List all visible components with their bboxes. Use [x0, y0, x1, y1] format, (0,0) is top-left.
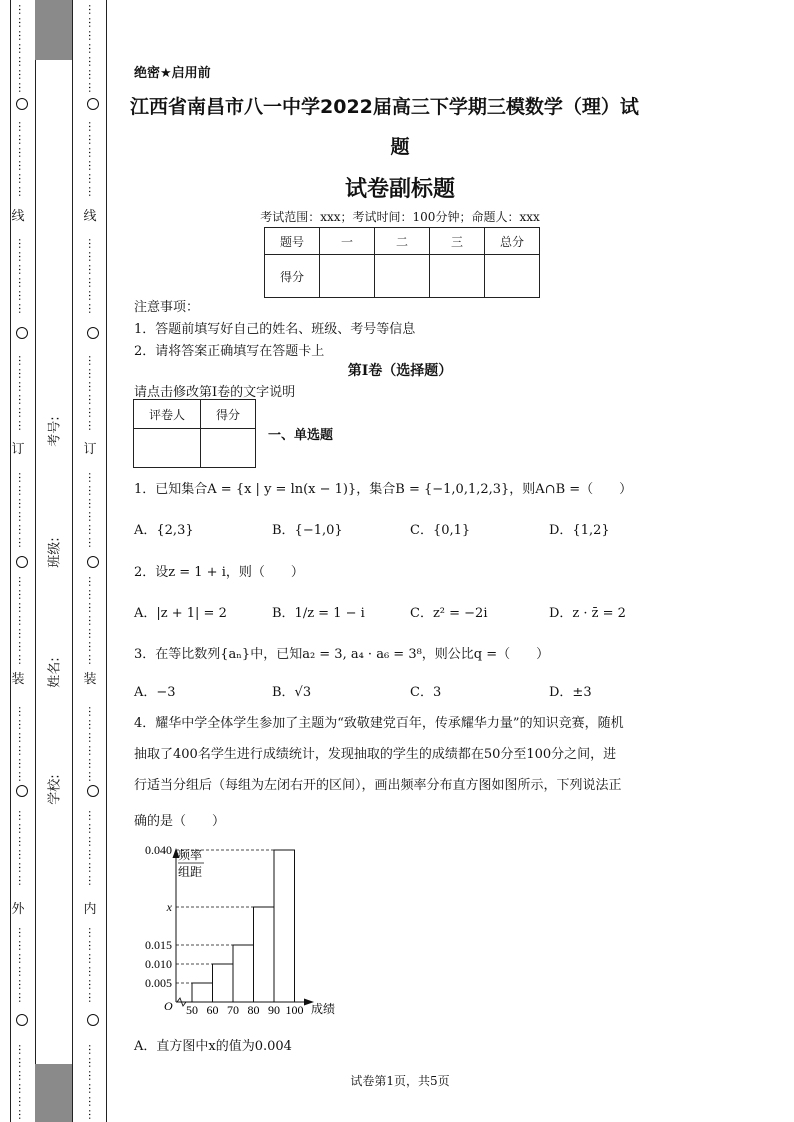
- binder-dot: …: [16, 1044, 29, 1055]
- binder-dot: …: [86, 953, 99, 964]
- binder-dot: …: [86, 732, 99, 743]
- y-tick-label: 0.005: [145, 976, 172, 990]
- q3-option-b[interactable]: B．√3: [272, 685, 312, 700]
- paper-subtitle: 试卷副标题: [344, 177, 455, 202]
- binder-dot: …: [86, 823, 99, 834]
- binder-dot: …: [16, 394, 29, 405]
- binder-dot: …: [16, 251, 29, 262]
- frequency-histogram: [128, 842, 358, 1022]
- binder-dot: …: [86, 641, 99, 652]
- binder-dot: …: [86, 472, 99, 483]
- binder-dot: …: [86, 810, 99, 821]
- q3-option-d[interactable]: D．±3: [549, 685, 592, 700]
- binder-hole: [16, 327, 28, 339]
- binder-dot: …: [86, 238, 99, 249]
- inner-char-ding: 订: [83, 442, 97, 457]
- grader-input-cell[interactable]: [201, 429, 256, 468]
- binder-dot: …: [86, 979, 99, 990]
- binder-dot: …: [16, 407, 29, 418]
- binder-gray-bottom: [35, 1064, 72, 1122]
- binder-dot: …: [16, 589, 29, 600]
- histogram-bar-80-90: [254, 907, 275, 1002]
- binder-dot: …: [16, 264, 29, 275]
- binder-hole: [87, 785, 99, 797]
- paper-title-line1: 江西省南昌市八一中学2022届高三下学期三模数学（理）试: [130, 96, 639, 118]
- binder-dot: …: [16, 810, 29, 821]
- binder-dot: …: [86, 56, 99, 67]
- binder-dot: …: [16, 823, 29, 834]
- question-3-stem: 3．在等比数列{aₙ}中，已知a₂ = 3, a₄ · a₆ = 3⁸，则公比q =（ ）: [134, 647, 550, 662]
- binder-dot: …: [16, 147, 29, 158]
- binder-dot: …: [16, 17, 29, 28]
- binder-dot: …: [16, 290, 29, 301]
- histogram-bar-90-100: [274, 850, 295, 1002]
- binder-dot: …: [16, 966, 29, 977]
- binder-dot: …: [16, 628, 29, 639]
- y-axis-label-top: 频率: [178, 848, 203, 862]
- binder-dot: …: [86, 1070, 99, 1081]
- binder-dot: …: [16, 927, 29, 938]
- grader-header-cell: 评卷人: [134, 400, 201, 429]
- confidential-mark: 绝密★启用前: [134, 66, 211, 81]
- binder-dot: …: [86, 368, 99, 379]
- binder-dot: …: [86, 719, 99, 730]
- q1-option-b[interactable]: B．{−1,0}: [272, 523, 343, 538]
- score-header-cell: 三: [430, 228, 485, 255]
- question-4-line: 确的是（ ）: [134, 814, 226, 829]
- binder-dot: …: [16, 745, 29, 756]
- binder-dot: …: [16, 940, 29, 951]
- binder-dot: …: [16, 511, 29, 522]
- exam-info: 考试范围：xxx；考试时间：100分钟；命题人：xxx: [260, 210, 540, 224]
- binder-dot: …: [86, 303, 99, 314]
- x-tick-label: 100: [285, 1003, 304, 1017]
- outer-char-xian: 线: [11, 209, 25, 224]
- note-item: 2．请将答案正确填写在答题卡上: [134, 344, 325, 359]
- binder-dot: …: [16, 1096, 29, 1107]
- binder-dot: …: [16, 524, 29, 535]
- y-tick-label: 0.040: [145, 843, 172, 857]
- binder-dot: …: [16, 641, 29, 652]
- score-header-cell: 二: [375, 228, 430, 255]
- binder-hole: [16, 98, 28, 110]
- score-input-cell[interactable]: [375, 255, 430, 298]
- binder-dot: …: [16, 654, 29, 665]
- binder-dot: …: [86, 706, 99, 717]
- binder-rule-outer: [10, 0, 11, 1122]
- binder-dot: …: [16, 498, 29, 509]
- outer-char-ding: 订: [11, 442, 25, 457]
- binder-dot: …: [86, 173, 99, 184]
- binder-dot: …: [86, 407, 99, 418]
- binder-dot: …: [16, 836, 29, 847]
- score-header-cell: 一: [320, 228, 375, 255]
- x-tick-label: 70: [227, 1003, 239, 1017]
- binder-dot: …: [16, 953, 29, 964]
- binder-dot: …: [86, 1083, 99, 1094]
- binder-dot: …: [16, 1083, 29, 1094]
- binder-dot: …: [86, 589, 99, 600]
- binder-dot: …: [86, 654, 99, 665]
- outer-char-wai: 外: [11, 902, 25, 917]
- binder-hole: [87, 556, 99, 568]
- score-input-cell[interactable]: [430, 255, 485, 298]
- binder-dot: …: [86, 1057, 99, 1068]
- binder-dot: …: [16, 615, 29, 626]
- inner-char-nei: 内: [83, 902, 97, 917]
- binder-hole: [87, 98, 99, 110]
- binder-dot: …: [16, 186, 29, 197]
- histogram-bar-70-80: [233, 945, 254, 1002]
- binder-dot: …: [86, 927, 99, 938]
- q2-option-c[interactable]: C．z² = −2i: [410, 606, 488, 621]
- binder-dot: …: [16, 771, 29, 782]
- binder-dot: …: [16, 121, 29, 132]
- field-name-label: 姓名:: [47, 657, 63, 688]
- binder-gray-top: [35, 0, 72, 60]
- binder-dot: …: [16, 30, 29, 41]
- binder-dot: …: [86, 290, 99, 301]
- field-school-label: 学校:: [47, 774, 63, 805]
- question-1-stem: 1．已知集合A = {x | y = ln(x − 1)}，集合B = {−1,0,1,2,3}，则A∩B =（ ）: [134, 482, 633, 497]
- binder-hole: [16, 556, 28, 568]
- section-hint: 请点击修改第I卷的文字说明: [134, 385, 296, 400]
- binder-dot: …: [86, 186, 99, 197]
- x-tick-label: 80: [247, 1003, 260, 1017]
- binder-dot: …: [86, 355, 99, 366]
- score-header-cell: 题号: [265, 228, 320, 255]
- binder-dot: …: [86, 498, 99, 509]
- binder-dot: …: [16, 979, 29, 990]
- q1-option-d[interactable]: D．{1,2}: [549, 523, 610, 538]
- binder-dot: …: [86, 862, 99, 873]
- binder-dot: …: [86, 147, 99, 158]
- y-tick-label: 0.010: [145, 957, 172, 971]
- q1-option-c[interactable]: C．{0,1}: [410, 523, 471, 538]
- binder-dot: …: [16, 69, 29, 80]
- binder-dot: …: [86, 615, 99, 626]
- binder-dot: …: [86, 940, 99, 951]
- binder-dot: …: [16, 355, 29, 366]
- score-row-label: 得分: [265, 255, 320, 298]
- note-item: 1．答题前填写好自己的姓名、班级、考号等信息: [134, 322, 416, 337]
- x-tick-label: 60: [206, 1003, 219, 1017]
- binder-dot: …: [16, 758, 29, 769]
- binder-dot: …: [86, 30, 99, 41]
- binder-dot: …: [86, 420, 99, 431]
- page-footer: 试卷第1页，共5页: [350, 1074, 450, 1088]
- binder-dot: …: [86, 264, 99, 275]
- question-4-line: 抽取了400名学生进行成绩统计，发现抽取的学生的成绩都在50分至100分之间，进: [134, 747, 617, 762]
- binder-dot: …: [16, 537, 29, 548]
- binder-rule-inner: [106, 0, 107, 1122]
- binder-dot: …: [16, 862, 29, 873]
- binder-dot: …: [16, 56, 29, 67]
- binder-dot: …: [86, 160, 99, 171]
- binder-dot: …: [16, 134, 29, 145]
- binder-dot: …: [86, 4, 99, 15]
- binder-dot: …: [86, 849, 99, 860]
- binder-dot: …: [86, 602, 99, 613]
- field-class-label: 班级:: [47, 537, 63, 568]
- q2-option-a[interactable]: A．|z + 1| = 2: [134, 606, 227, 621]
- binder-dot: …: [86, 69, 99, 80]
- binder-dot: …: [16, 303, 29, 314]
- grader-table: [133, 399, 256, 468]
- binder-hole: [87, 1014, 99, 1026]
- binder-dot: …: [86, 121, 99, 132]
- q2-option-b[interactable]: B．1/z = 1 − i: [272, 606, 365, 621]
- binder-dot: …: [16, 1109, 29, 1120]
- question-4-line: 行适当分组后（每组为左闭右开的区间），画出频率分布直方图如图所示，下列说法正: [134, 778, 622, 793]
- part-heading: 一、单选题: [268, 428, 334, 443]
- binder-dot: …: [16, 992, 29, 1003]
- binder-dot: …: [86, 992, 99, 1003]
- binder-dot: …: [16, 485, 29, 496]
- binder-dot: …: [86, 277, 99, 288]
- binder-dot: …: [86, 875, 99, 886]
- binder-dot: …: [86, 628, 99, 639]
- score-table: [264, 227, 540, 298]
- y-axis-label-bottom: 组距: [178, 865, 203, 879]
- binder-dot: …: [16, 1070, 29, 1081]
- q4-option-a[interactable]: A．直方图中x的值为0.004: [134, 1039, 292, 1054]
- binder-dot: …: [16, 420, 29, 431]
- grader-header-cell: 得分: [201, 400, 256, 429]
- binder-dot: …: [16, 381, 29, 392]
- q3-option-c[interactable]: C．3: [410, 685, 442, 700]
- binder-dot: …: [86, 576, 99, 587]
- paper-title-line2: 题: [390, 136, 410, 158]
- x-tick-label: 50: [186, 1003, 198, 1017]
- grader-input-cell[interactable]: [134, 429, 201, 468]
- binder-dot: …: [86, 771, 99, 782]
- q2-option-d[interactable]: D．z · z̄ = 2: [549, 606, 626, 621]
- notes-title: 注意事项：: [134, 300, 200, 315]
- binder-dot: …: [16, 1057, 29, 1068]
- binder-dot: …: [16, 719, 29, 730]
- binder-dot: …: [86, 511, 99, 522]
- binder-dot: …: [86, 836, 99, 847]
- binder-dot: …: [16, 82, 29, 93]
- binder-dot: …: [86, 1109, 99, 1120]
- binder-dot: …: [86, 17, 99, 28]
- question-2-stem: 2．设z = 1 + i，则（ ）: [134, 565, 304, 580]
- origin-label: O: [164, 999, 173, 1013]
- histogram-bar-60-70: [213, 964, 234, 1002]
- binder-hole: [16, 785, 28, 797]
- q3-option-a[interactable]: A．−3: [134, 685, 176, 700]
- binder-dot: …: [16, 875, 29, 886]
- binder-dot: …: [16, 849, 29, 860]
- outer-char-zhuang: 装: [11, 672, 25, 687]
- binder-hole: [16, 1014, 28, 1026]
- binder-dot: …: [86, 1096, 99, 1107]
- binder-rule: [72, 0, 73, 1122]
- binder-dot: …: [16, 43, 29, 54]
- binder-dot: …: [86, 745, 99, 756]
- binder-dot: …: [86, 966, 99, 977]
- y-tick-label: 0.015: [145, 938, 172, 952]
- score-input-cell[interactable]: [485, 255, 540, 298]
- inner-char-xian: 线: [83, 209, 97, 224]
- y-tick-label: x: [166, 900, 172, 914]
- inner-char-zhuang: 装: [83, 672, 97, 687]
- binder-dot: …: [86, 524, 99, 535]
- binder-dot: …: [16, 160, 29, 171]
- binder-dot: …: [16, 173, 29, 184]
- binder-dot: …: [86, 82, 99, 93]
- binder-dot: …: [86, 758, 99, 769]
- binder-hole: [87, 327, 99, 339]
- histogram-bar-50-60: [192, 983, 213, 1002]
- binder-dot: …: [16, 732, 29, 743]
- x-tick-label: 90: [268, 1003, 280, 1017]
- binder-dot: …: [16, 238, 29, 249]
- binder-dot: …: [86, 394, 99, 405]
- binder-dot: …: [86, 1044, 99, 1055]
- binder-dot: …: [86, 251, 99, 262]
- field-exam-number-label: 考号:: [47, 416, 63, 447]
- binder-dot: …: [16, 602, 29, 613]
- binder-dot: …: [16, 576, 29, 587]
- binder-dot: …: [16, 4, 29, 15]
- score-input-cell[interactable]: [320, 255, 375, 298]
- x-axis-label: 成绩: [311, 1002, 336, 1016]
- binder-dot: …: [86, 537, 99, 548]
- binder-dot: …: [16, 368, 29, 379]
- binder-rule: [35, 0, 36, 1122]
- score-header-cell: 总分: [485, 228, 540, 255]
- binder-dot: …: [86, 381, 99, 392]
- binder-dot: …: [86, 485, 99, 496]
- binder-dot: …: [16, 472, 29, 483]
- binder-dot: …: [16, 277, 29, 288]
- section-title: 第I卷（选择题）: [347, 363, 453, 379]
- question-4-line: 4．耀华中学全体学生参加了主题为“致敬建党百年，传承耀华力量”的知识竞赛，随机: [134, 716, 624, 731]
- q1-option-a[interactable]: A．{2,3}: [134, 523, 194, 538]
- binder-dot: …: [86, 43, 99, 54]
- binder-dot: …: [86, 134, 99, 145]
- binder-dot: …: [16, 706, 29, 717]
